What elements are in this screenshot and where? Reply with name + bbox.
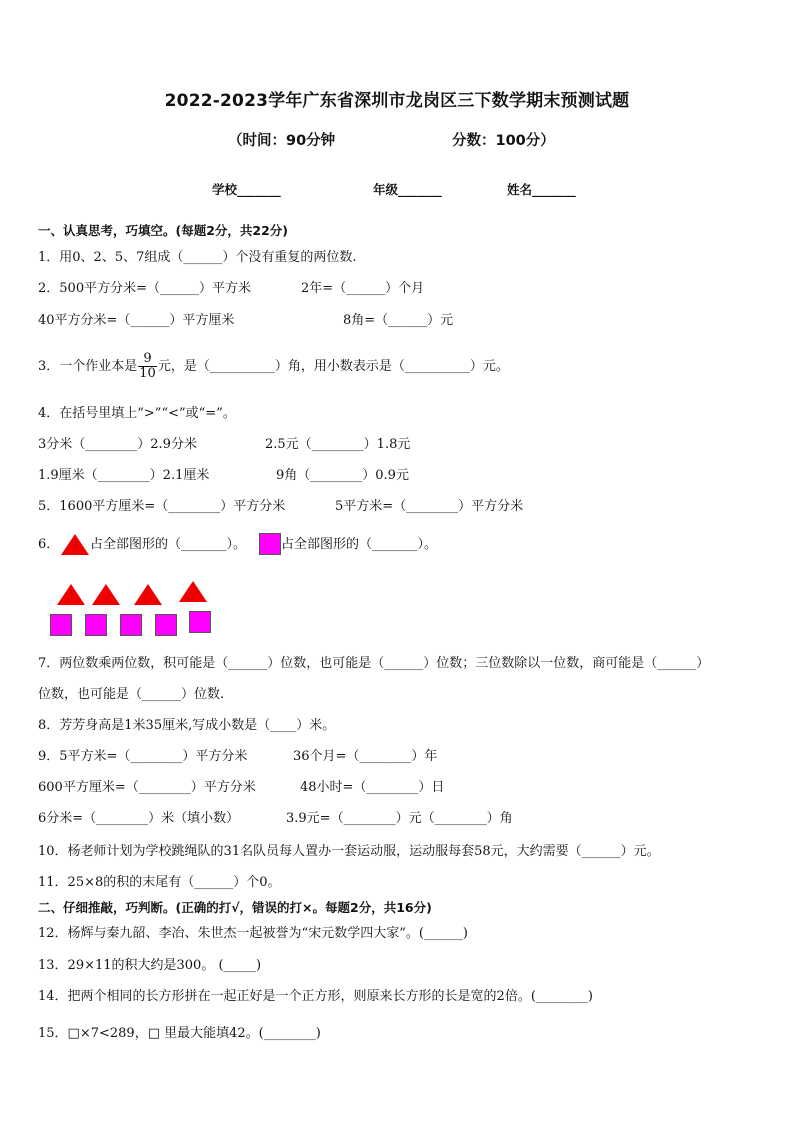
fraction-denominator: 10 [139,366,156,381]
exam-score: 分数：100分） [452,133,555,149]
question-2d: 8角=（______）元 [343,313,454,328]
question-6-text-2: 占全部图形的（_______）。 [281,537,438,552]
question-2c: 40平方分米=（______）平方厘米 [38,313,235,328]
grade-field: 年级_______ [373,182,442,197]
question-7b: 位数，也可能是（______）位数. [38,687,225,702]
question-13: 13．29×11的积大约是300。 (_____) [38,958,262,973]
question-12: 12．杨辉与秦九韶、李冶、朱世杰一起被誉为“宋元数学四大家”。(______) [38,926,468,941]
question-3-prefix: 3．一个作业本是 [38,359,138,374]
question-11: 11．25×8的积的末尾有（______）个0。 [38,875,281,890]
question-1: 1．用0、2、5、7组成（______）个没有重复的两位数. [38,250,357,265]
question-2a: 2．500平方分米=（______）平方米 [38,281,251,296]
question-4d: 9角（________）0.9元 [276,468,409,483]
question-3-suffix: 元，是（__________）角，用小数表示是（__________）元。 [157,359,509,374]
question-5b: 5平方米=（________）平方分米 [335,499,524,514]
section-1-heading: 一、认真思考，巧填空。(每题2分，共22分) [38,223,289,238]
square-shape [50,614,72,636]
question-4b: 2.5元（________）1.8元 [265,437,411,452]
question-7a: 7．两位数乘两位数，积可能是（______）位数，也可能是（______）位数；三位数除以一位数，商可能是（______） [38,656,710,671]
fraction-numerator: 9 [138,352,157,367]
question-9d: 48小时=（________）日 [300,780,445,795]
question-4: 4．在括号里填上“>”“<”或“=”。 [38,406,236,421]
question-6-number: 6． [38,537,60,552]
fraction [138,352,157,381]
triangle-shape [179,581,207,602]
square-shape [155,614,177,636]
question-10: 10．杨老师计划为学校跳绳队的31名队员每人置办一套运动服，运动服每套58元，大约需要（______）元。 [38,844,660,859]
exam-time: （时间：90分钟 [228,133,336,149]
triangle-shape [57,584,85,605]
square-shape [85,614,107,636]
square-shape [189,611,211,633]
question-9e: 6分米=（________）米（填小数） [38,811,240,826]
question-9c: 600平方厘米=（________）平方分米 [38,780,256,795]
triangle-shape [134,584,162,605]
question-9a: 9．5平方米=（________）平方分米 [38,749,248,764]
name-field: 姓名_______ [507,182,576,197]
question-4c: 1.9厘米（________）2.1厘米 [38,468,210,483]
question-15: 15．□×7<289，□ 里最大能填42。(________) [38,1026,321,1041]
question-6-text-1: 占全部图形的（_______）。 [90,537,247,552]
question-3 [38,352,509,382]
question-4a: 3分米（________）2.9分米 [38,437,197,452]
red-triangle-icon [61,534,89,555]
magenta-square-icon [259,533,281,555]
question-2b: 2年=（______）个月 [301,281,425,296]
question-8: 8．芳芳身高是1米35厘米,写成小数是（____）米。 [38,718,336,733]
triangle-shape [92,584,120,605]
page-title: 2022-2023学年广东省深圳市龙岗区三下数学期末预测试题 [164,91,630,111]
question-9f: 3.9元=（________）元（________）角 [286,811,513,826]
school-field: 学校_______ [212,182,281,197]
question-9b: 36个月=（________）年 [293,749,438,764]
section-2-heading: 二、仔细推敲，巧判断。(正确的打√，错误的打×。每题2分，共16分) [38,900,432,915]
question-5a: 5．1600平方厘米=（________）平方分米 [38,499,286,514]
square-shape [120,614,142,636]
question-14: 14．把两个相同的长方形拼在一起正好是一个正方形，则原来长方形的长是宽的2倍。(________) [38,989,593,1004]
